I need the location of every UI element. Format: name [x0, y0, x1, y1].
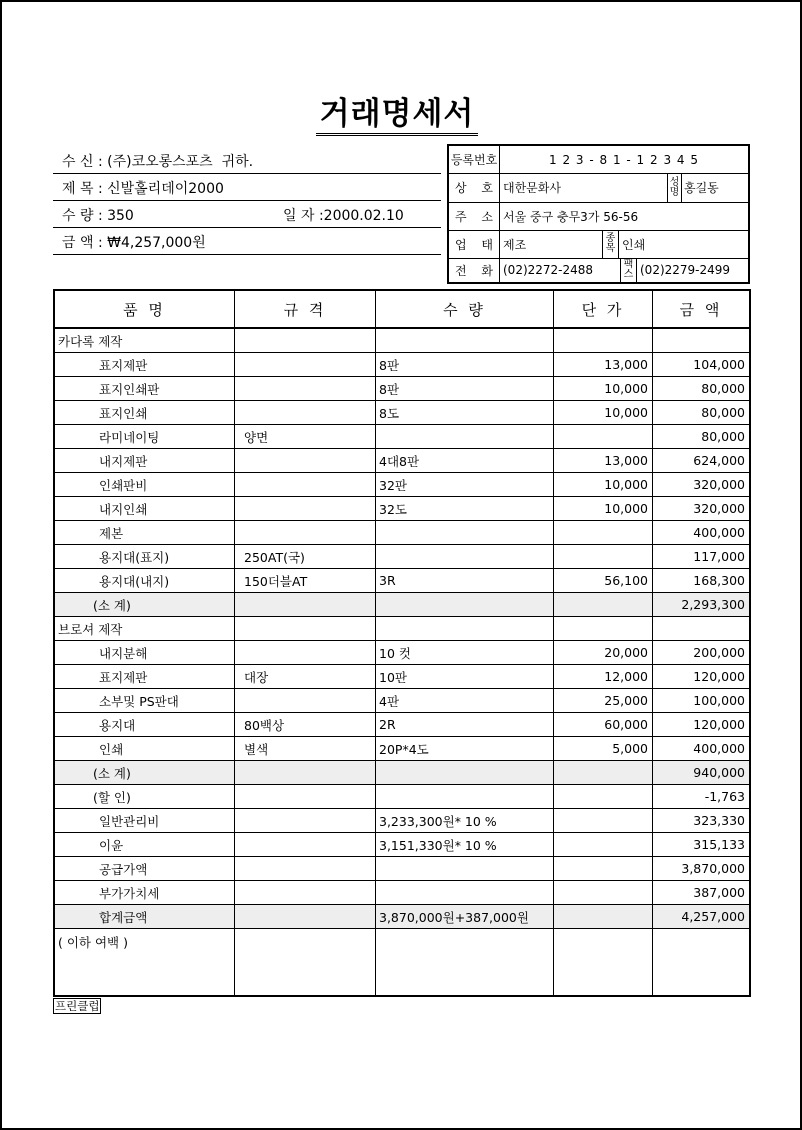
- item-quantity: [375, 857, 553, 880]
- company-label: 상 호: [455, 181, 493, 195]
- footer-brand: 프린클럽: [55, 999, 100, 1013]
- item-quantity: 10판: [375, 665, 553, 688]
- item-unit-price: [553, 761, 652, 784]
- header-item-name: 품 명: [123, 300, 166, 319]
- supplier-reg-row: [449, 146, 748, 174]
- recipient-row: [53, 146, 441, 174]
- item-name: 내지인쇄: [99, 501, 148, 517]
- item-unit-price: [553, 521, 652, 544]
- name-label: 성 명: [667, 173, 681, 202]
- item-amount: 624,000: [652, 449, 749, 472]
- item-name: 인쇄: [99, 741, 124, 757]
- item-unit-price: 20,000: [553, 641, 652, 664]
- company-name: 대한문화사: [499, 173, 667, 202]
- item-spec: [234, 377, 375, 400]
- header-amount: 금 액: [652, 291, 749, 327]
- supplier-phone-row: [449, 258, 748, 282]
- item-amount: 4,257,000: [652, 905, 749, 928]
- phone-label: 전 화: [455, 263, 493, 278]
- item-unit-price: 13,000: [553, 449, 652, 472]
- item-spec: 80백상: [234, 713, 375, 736]
- date-text: 일 자 :2000.02.10: [283, 208, 404, 224]
- item-name: 인쇄판비: [99, 477, 148, 493]
- item-unit-price: 13,000: [553, 353, 652, 376]
- item-spec: [234, 473, 375, 496]
- item-amount: 315,133: [652, 833, 749, 856]
- table-row: [55, 689, 749, 713]
- item-amount: [652, 329, 749, 352]
- reg-number: 1 2 3 - 8 1 - 1 2 3 4 5: [499, 146, 748, 173]
- item-spec: 250AT(국): [234, 545, 375, 568]
- item-amount: 100,000: [652, 689, 749, 712]
- item-name: 제본: [99, 525, 124, 541]
- item-amount: 940,000: [652, 761, 749, 784]
- item-name: 내지분해: [99, 645, 148, 661]
- item-name: 카다록 제작: [58, 333, 123, 349]
- document-title: 거래명세서: [0, 88, 794, 133]
- table-row: [55, 425, 749, 449]
- item-amount: 80,000: [652, 425, 749, 448]
- table-row: [55, 665, 749, 689]
- amount-row: [53, 227, 441, 255]
- item-spec: 150더블AT: [234, 569, 375, 592]
- supplier-box: [447, 144, 750, 284]
- table-row: [55, 497, 749, 521]
- item-spec: [234, 833, 375, 856]
- item-name: (소 계): [93, 765, 131, 781]
- item-spec: [234, 785, 375, 808]
- table-row: [55, 329, 749, 353]
- item-spec: [234, 857, 375, 880]
- table-row: [55, 809, 749, 833]
- item-unit-price: 60,000: [553, 713, 652, 736]
- item-unit-price: [553, 617, 652, 640]
- item-amount: 400,000: [652, 737, 749, 760]
- item-unit-price: 10,000: [553, 401, 652, 424]
- table-row: [55, 905, 749, 929]
- item-name: 용지대: [99, 717, 136, 733]
- supplier-company-row: [449, 173, 748, 203]
- item-unit-price: [553, 545, 652, 568]
- item-quantity: 20P*4도: [375, 737, 553, 760]
- item-amount: 400,000: [652, 521, 749, 544]
- blank-remainder-row: [55, 929, 749, 995]
- item-unit-price: [553, 881, 652, 904]
- item-name: (할 인): [93, 789, 131, 805]
- item-amount: 2,293,300: [652, 593, 749, 616]
- table-row: [55, 737, 749, 761]
- item-quantity: 4판: [375, 689, 553, 712]
- business-label: 업 태: [455, 237, 493, 252]
- item-amount: 200,000: [652, 641, 749, 664]
- item-spec: [234, 329, 375, 352]
- table-row: [55, 521, 749, 545]
- item-name: 표지제판: [99, 357, 148, 373]
- header-quantity: 수 량: [375, 291, 553, 327]
- item-quantity: 2R: [375, 713, 553, 736]
- item-spec: [234, 593, 375, 616]
- table-row: [55, 473, 749, 497]
- item-quantity: 8도: [375, 401, 553, 424]
- item-unit-price: [553, 833, 652, 856]
- item-unit-price: [553, 425, 652, 448]
- item-name: 부가가치세: [99, 885, 160, 901]
- table-row: [55, 833, 749, 857]
- item-quantity: 3R: [375, 569, 553, 592]
- table-row: [55, 785, 749, 809]
- item-amount: 387,000: [652, 881, 749, 904]
- quantity-text: 수 량 : 350: [62, 208, 134, 224]
- item-amount: 104,000: [652, 353, 749, 376]
- item-name: 용지대(표지): [99, 549, 170, 565]
- item-name: 용지대(내지): [99, 573, 170, 589]
- fax-value: (02)2279-2499: [636, 258, 748, 282]
- item-unit-price: [553, 593, 652, 616]
- item-name: (소 계): [93, 597, 131, 613]
- reg-label: 등록번호: [450, 153, 498, 167]
- item-spec: 별색: [234, 737, 375, 760]
- item-quantity: [375, 329, 553, 352]
- item-amount: 323,330: [652, 809, 749, 832]
- item-spec: [234, 905, 375, 928]
- item-amount: 168,300: [652, 569, 749, 592]
- table-row: [55, 401, 749, 425]
- item-quantity: 4대8판: [375, 449, 553, 472]
- subject-text: 제 목 : 신발홀리데이2000: [62, 181, 224, 197]
- header-spec: 규 격: [234, 291, 375, 327]
- table-row: [55, 857, 749, 881]
- table-row: [55, 713, 749, 737]
- item-quantity: [375, 545, 553, 568]
- item-spec: [234, 353, 375, 376]
- supplier-business-row: [449, 230, 748, 259]
- item-name: 공급가액: [99, 861, 148, 877]
- table-row: [55, 881, 749, 905]
- item-unit-price: 12,000: [553, 665, 652, 688]
- item-spec: [234, 761, 375, 784]
- table-row: [55, 377, 749, 401]
- item-amount: 120,000: [652, 713, 749, 736]
- item-name: 표지인쇄: [99, 405, 148, 421]
- table-row: [55, 617, 749, 641]
- subject-row: [53, 173, 441, 201]
- item-name: 이윤: [99, 837, 124, 853]
- item-amount: [652, 617, 749, 640]
- blank-note: ( 이하 여백 ): [58, 935, 128, 950]
- representative-name: 홍길동: [681, 173, 748, 202]
- item-name: 라미네이팅: [99, 429, 160, 445]
- item-amount: -1,763: [652, 785, 749, 808]
- item-quantity: 3,151,330원* 10 %: [375, 833, 553, 856]
- table-row: [55, 353, 749, 377]
- table-row: [55, 593, 749, 617]
- item-amount: 117,000: [652, 545, 749, 568]
- item-unit-price: 25,000: [553, 689, 652, 712]
- item-unit-price: [553, 905, 652, 928]
- supplier-address-row: [449, 202, 748, 231]
- item-unit-price: [553, 857, 652, 880]
- item-quantity: [375, 761, 553, 784]
- item-quantity: [375, 593, 553, 616]
- item-spec: 양면: [234, 425, 375, 448]
- item-amount: 120,000: [652, 665, 749, 688]
- item-spec: [234, 521, 375, 544]
- item-name: 표지인쇄판: [99, 381, 160, 397]
- item-unit-price: 56,100: [553, 569, 652, 592]
- business-value: 제조: [499, 230, 602, 258]
- item-spec: [234, 497, 375, 520]
- item-quantity: [375, 881, 553, 904]
- item-name: 일반관리비: [99, 813, 160, 829]
- item-name: 브로셔 제작: [58, 621, 123, 637]
- address-value: 서울 중구 충무3가 56-56: [499, 202, 748, 230]
- table-row: [55, 641, 749, 665]
- item-spec: [234, 881, 375, 904]
- item-unit-price: [553, 809, 652, 832]
- item-unit-price: 10,000: [553, 377, 652, 400]
- recipient-to: 수 신 : (주)코오롱스포츠 귀하.: [62, 154, 254, 170]
- item-unit-price: 10,000: [553, 497, 652, 520]
- phone-value: (02)2272-2488: [499, 258, 620, 282]
- quantity-date-row: [53, 200, 441, 228]
- table-row: [55, 761, 749, 785]
- item-unit-price: [553, 329, 652, 352]
- item-unit-price: [553, 785, 652, 808]
- item-name: 내지제판: [99, 453, 148, 469]
- table-row: [55, 545, 749, 569]
- item-spec: [234, 689, 375, 712]
- amount-text: 금 액 : ₩4,257,000원: [62, 235, 206, 251]
- item-quantity: 8판: [375, 377, 553, 400]
- item-spec: [234, 401, 375, 424]
- item-unit-price: 10,000: [553, 473, 652, 496]
- item-amount: 3,870,000: [652, 857, 749, 880]
- item-spec: [234, 449, 375, 472]
- table-row: [55, 449, 749, 473]
- items-table: [53, 289, 751, 997]
- item-quantity: [375, 425, 553, 448]
- item-name: 소부및 PS판대: [99, 693, 179, 709]
- type-value: 인쇄: [618, 230, 748, 258]
- item-amount: 320,000: [652, 497, 749, 520]
- address-label: 주 소: [455, 209, 493, 224]
- item-quantity: 3,870,000원+387,000원: [375, 905, 553, 928]
- item-amount: 80,000: [652, 377, 749, 400]
- item-unit-price: 5,000: [553, 737, 652, 760]
- fax-label: 팩 스: [620, 258, 636, 282]
- item-spec: [234, 641, 375, 664]
- table-header: [55, 291, 749, 329]
- item-quantity: 32판: [375, 473, 553, 496]
- item-quantity: 10 컷: [375, 641, 553, 664]
- table-row: [55, 569, 749, 593]
- header-unit-price: 단 가: [553, 291, 652, 327]
- item-quantity: 32도: [375, 497, 553, 520]
- item-quantity: [375, 785, 553, 808]
- item-spec: [234, 617, 375, 640]
- item-quantity: 8판: [375, 353, 553, 376]
- item-amount: 80,000: [652, 401, 749, 424]
- item-spec: 대장: [234, 665, 375, 688]
- item-quantity: 3,233,300원* 10 %: [375, 809, 553, 832]
- item-amount: 320,000: [652, 473, 749, 496]
- item-quantity: [375, 521, 553, 544]
- item-spec: [234, 809, 375, 832]
- item-quantity: [375, 617, 553, 640]
- item-name: 표지제판: [99, 669, 148, 685]
- type-label: 종 목: [602, 230, 618, 258]
- item-name: 합계금액: [99, 909, 148, 925]
